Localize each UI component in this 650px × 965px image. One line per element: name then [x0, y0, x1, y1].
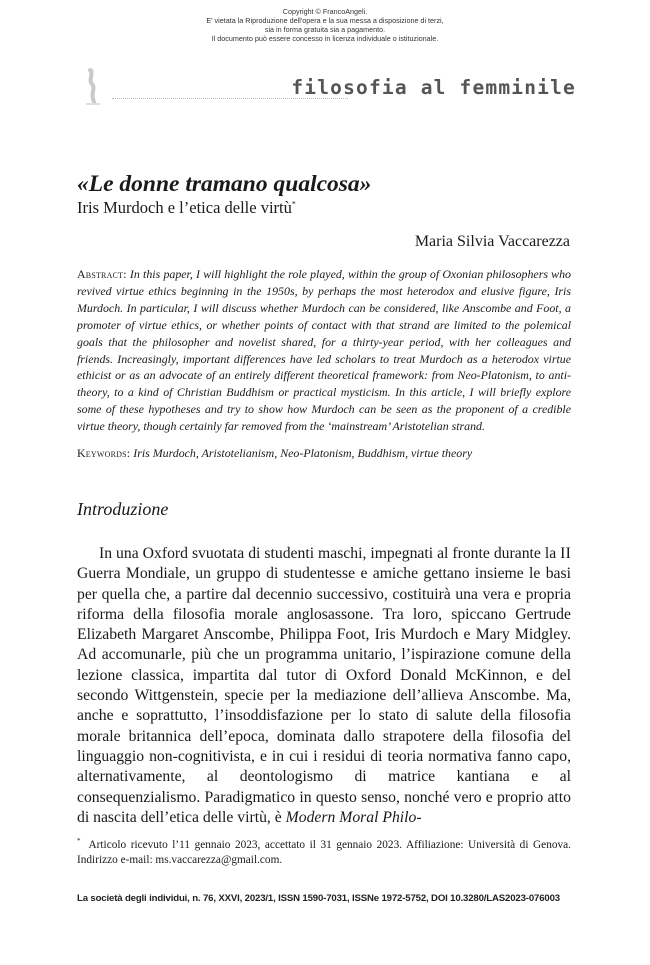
copyright-line: Il documento può essere concesso in licenza individuale o istituzionale.	[211, 34, 439, 43]
section-heading: Introduzione	[77, 499, 169, 519]
footnote-text: Articolo ricevuto l’11 gennaio 2023, accettato il 31 gennaio 2023. Affiliazione: Università di Genova. Indirizzo e-mail: ms.vaccarezza@gmail.com.	[77, 838, 571, 867]
ornament-figure-icon	[82, 68, 104, 106]
footnote-mark: *	[77, 837, 81, 845]
body-paragraph	[77, 544, 571, 828]
footnote-reference[interactable]: *	[291, 199, 296, 209]
journal-section-header	[76, 68, 576, 108]
copyright-notice	[0, 7, 650, 43]
journal-citation-footer: La società degli individui, n. 76, XXVI, 2023/1, ISSN 1590-7031, ISSNe 1972-5752, DOI 10.3280/LAS2023-076003	[77, 893, 560, 904]
keywords-label: Keywords:	[77, 446, 131, 460]
author-name: Maria Silvia Vaccarezza	[414, 233, 570, 250]
abstract-label: Abstract:	[77, 267, 127, 281]
abstract	[77, 266, 571, 435]
cited-work-title: Modern Moral Philo-	[285, 808, 422, 826]
copyright-line: Copyright © FrancoAngeli.	[282, 7, 368, 16]
roman-numeral: II	[560, 545, 571, 562]
article-subtitle	[77, 198, 296, 218]
abstract-text: In this paper, I will highlight the role played, within the group of Oxonian philosophers who revived virtue ethics beginning in the 1950s, by perhaps the most heterodox and elusive figure, Iris Murdoch. In particular, I will discuss whether Murdoch can be considered, like Anscombe and Foot, a promoter of virtue ethics, or whether points of contact with that strand are limited to the polemical goals that the philosopher and novelist shared, for a thirty-year period, with her colleagues and friends. Increasingly, important differences have led scholars to treat Murdoch as a heterodox virtue ethicist or as an advocate of an entirely different theoretical framework: from Neo-Platonism, to anti-theory, to a kind of Christian Buddhism or practical mysticism. In this article, I will briefly explore some of these hypotheses and try to show how Murdoch can be seen as the proponent of a credible virtue theory, though certainly far removed from the ‘mainstream’ Aristotelian strand.	[77, 267, 571, 434]
subtitle-text: Iris Murdoch e l’etica delle virtù	[77, 198, 292, 217]
keywords-text: Iris Murdoch, Aristotelianism, Neo-Platonism, Buddhism, virtue theory	[133, 446, 473, 460]
article-title: «Le donne tramano qualcosa»	[77, 171, 372, 197]
copyright-line: sia in forma gratuita sia a pagamento.	[264, 25, 386, 34]
footnote	[77, 834, 571, 869]
paragraph-text-start: In una Oxford svuotata di studenti maschi, impegnati al fronte durante la	[99, 545, 561, 562]
paragraph-text-mid: Guerra Mondiale, un gruppo di studentesse e amiche gettano insieme le basi per quella che, a partire dal decennio successivo, costituirà una vera e propria riforma della filosofia morale anglosassone. Tra loro, spiccano Gertrude Elizabeth Margaret Anscombe, Philippa Foot, Iris Murdoch e Mary Midgley. Ad accomunarle, più che un programma unitario, l’ispirazione comune della lezione classica, impartita dal tutor di Oxford Donald McKinnon, e del secondo Wittgenstein, specie per la mediazione dell’allieva Anscombe. Ma, anche e soprattutto, l’insoddisfazione per lo stato di salute della filosofia morale britannica dell’epoca, dominata dallo strapotere della filosofia del linguaggio non-cognitivista, e in cui i residui di teoria normativa fanno capo, alternativamente, al deontologismo di matrice kantiana e al consequenzialismo. Paradigmatico in questo senso, nonché vero e proprio atto di nascita dell’etica delle virtù, è	[77, 565, 571, 826]
copyright-line: E' vietata la Riproduzione dell'opera e la sua messa a disposizione di terzi,	[206, 16, 444, 25]
series-title: filosofia al femminile	[291, 76, 576, 99]
keywords	[77, 446, 571, 461]
